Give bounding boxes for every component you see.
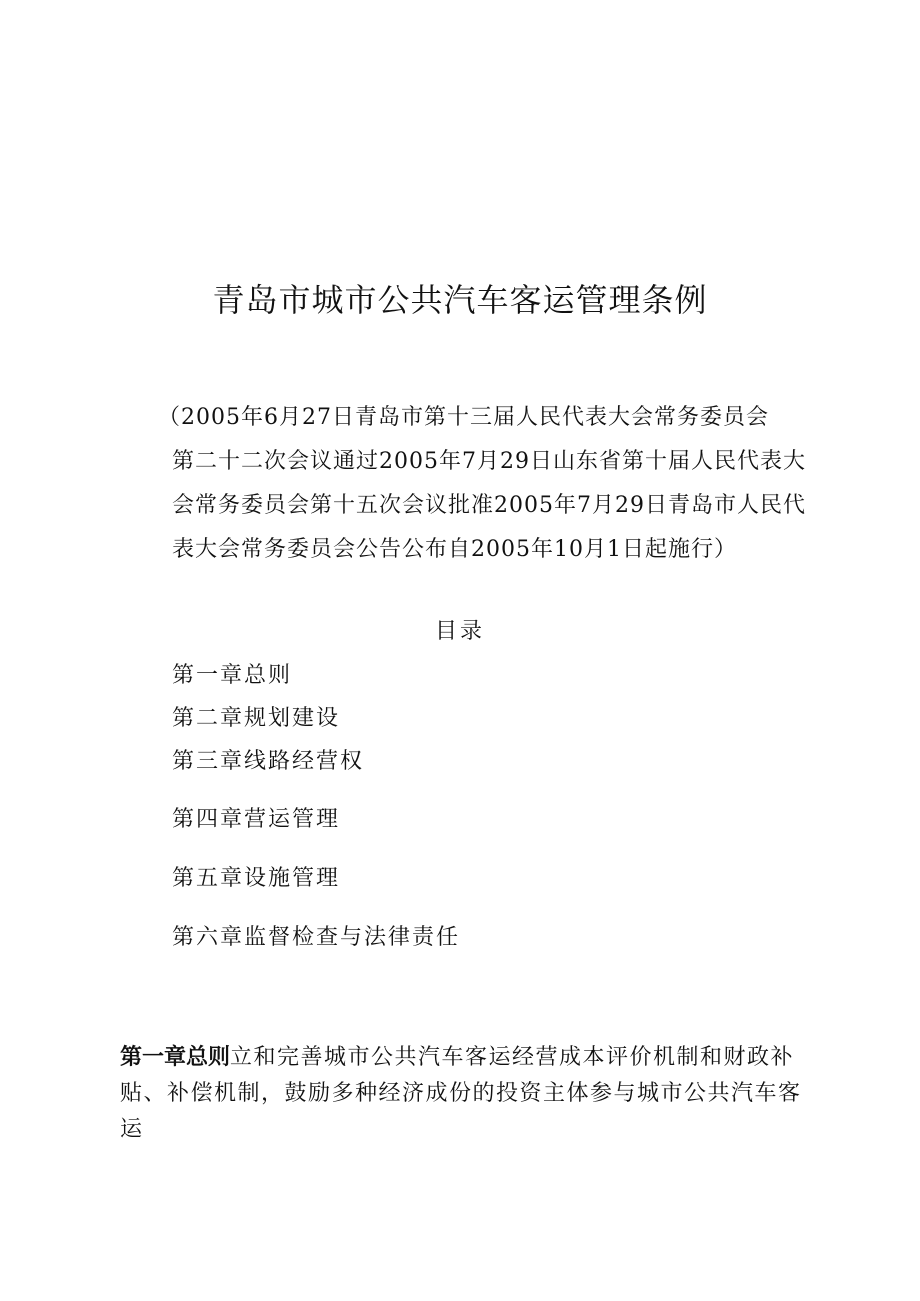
chapter-heading: 第一章总则: [120, 1045, 231, 1070]
toc-item-chapter-5: 第五章设施管理: [172, 866, 341, 891]
body-line: 贴、补偿机制，鼓励多种经济成份的投资主体参与城市公共汽车客运: [120, 1081, 802, 1142]
chapter-1-body: [120, 1040, 820, 1148]
adoption-note-line: 第二十二次会议通过2005年7月29日山东省第十届人民代表大: [172, 449, 806, 474]
toc-item-chapter-2: 第二章规划建设: [172, 706, 341, 731]
adoption-note-line: （2005年6月27日青岛市第十三届人民代表大会常务委员会: [158, 405, 769, 430]
toc-item-chapter-1: 第一章总则: [172, 663, 293, 688]
body-text-segment: 立和完善城市公共汽车客运经营成本评价机制和财政补: [230, 1045, 795, 1070]
toc-item-chapter-3: 第三章线路经营权: [172, 749, 365, 774]
adoption-note-line: 表大会常务委员会公告公布自2005年10月1日起施行）: [172, 537, 737, 562]
adoption-note: [158, 396, 822, 572]
document-title: 青岛市城市公共汽车客运管理条例: [212, 281, 708, 319]
toc-heading: 目录: [434, 619, 485, 644]
toc-item-chapter-6: 第六章监督检查与法律责任: [172, 925, 461, 950]
body-line: [120, 1040, 820, 1076]
toc-item-chapter-4: 第四章营运管理: [172, 807, 341, 832]
adoption-note-line: 会常务委员会第十五次会议批准2005年7月29日青岛市人民代: [172, 493, 806, 518]
